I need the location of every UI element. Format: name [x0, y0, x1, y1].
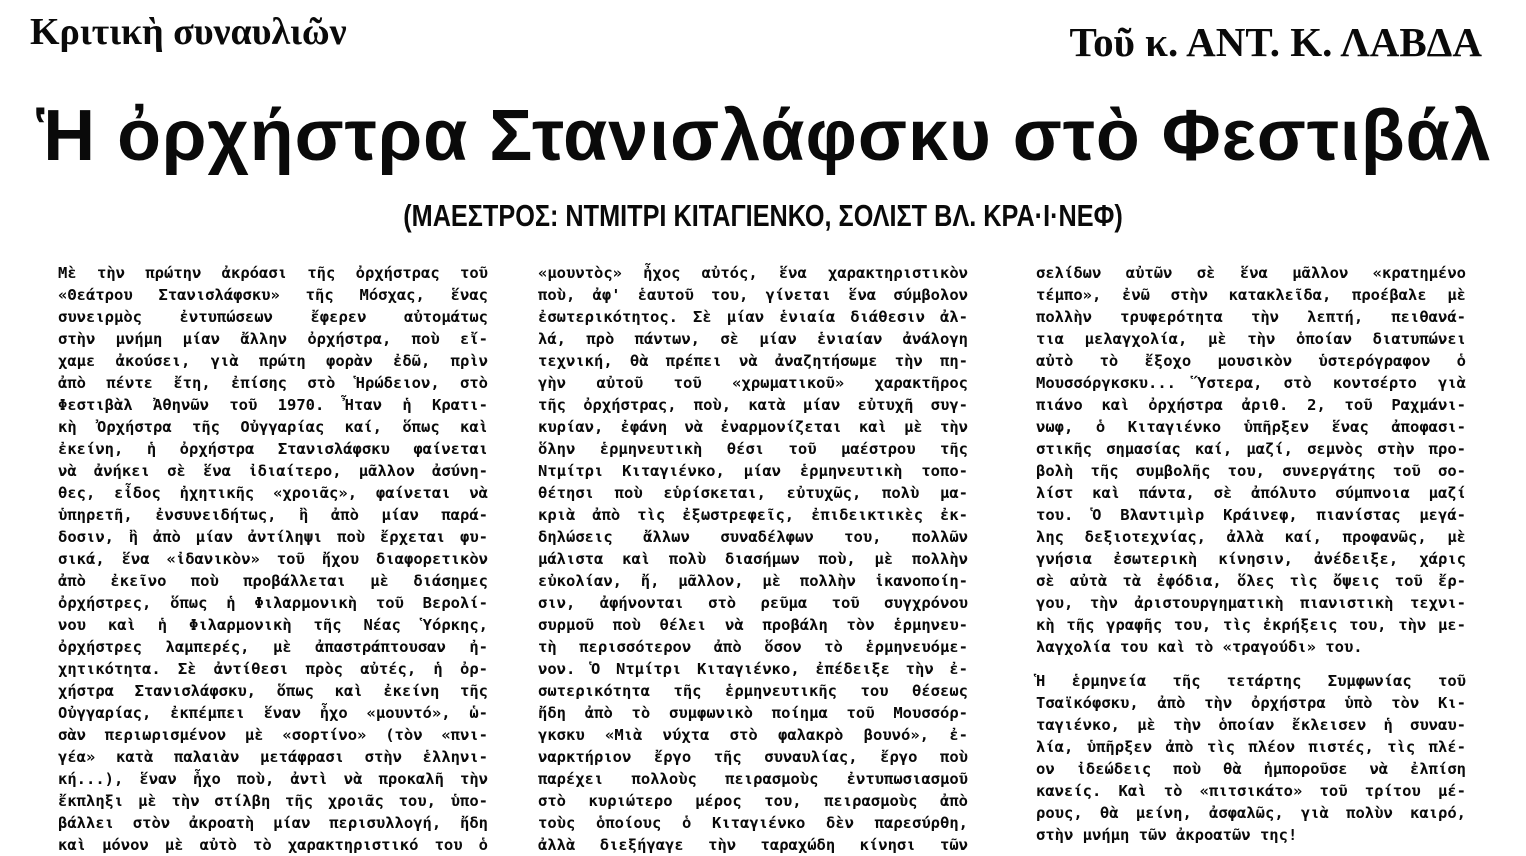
text-line: ἀπὸ πέντε ἔτη, ἐπίσης στὸ Ἡρώδειον, στὸ [58, 374, 488, 392]
text-line: κὴ Ὀρχήστρα τῆς Οὐγγαρίας καί, ὅπως καὶ [58, 418, 488, 436]
text-line: πιάνο καὶ ὀρχήστρα ἀριθ. 2, τοῦ Ραχμάνι- [1036, 396, 1466, 414]
text-line: βάλλει στὸν ἀκροατὴ μίαν περισυλλογή, ἤδη [58, 814, 488, 832]
text-line: λαγχολία του καὶ τὸ «τραγούδι» του. [1036, 638, 1363, 656]
article-subtitle: (ΜΑΕΣΤΡΟΣ: ΝΤΜΙΤΡΙ ΚΙΤΑΓΙΕΝΚΟ, ΣΟΛΙΣΤ ΒΛ. ΚΡΑ·Ι·ΝΕΦ) [403, 198, 1123, 233]
article-column-3 [1036, 262, 1466, 846]
article-column-2 [538, 262, 968, 856]
text-line: συρμοῦ ποὺ θέλει νὰ προβάλη τὸν ἑρμηνευ- [538, 616, 968, 634]
text-line: Μὲ τὴν πρώτην ἀκρόασι τῆς ὀρχήστρας τοῦ [58, 264, 488, 282]
text-line: χαμε ἀκούσει, γιὰ πρώτη φορὰν ἐδῶ, πρὶν [58, 352, 488, 370]
text-line: νωφ, ὁ Κιταγιένκο ὑπῆρξεν ἕνας ἀποφασι- [1036, 418, 1466, 436]
text-line: συνειρμὸς ἐντυπώσεων ἔφερεν αὐτομάτως [58, 308, 488, 326]
text-line: τοὺς ὁποίους ὁ Κιταγιένκο δὲν παρεσύρθη, [538, 814, 968, 832]
text-line: εὐκολίαν, ἤ, μᾶλλον, μὲ πολλὴν ἱκανοποίη- [538, 572, 968, 590]
article-column-1 [58, 262, 488, 856]
text-line: του. Ὁ Βλαντιμὶρ Κράινεφ, πιανίστας μεγά- [1036, 506, 1466, 524]
text-line: στὴν μνήμη τῶν ἀκροατῶν της! [1036, 826, 1298, 844]
text-line: «μουντὸς» ἦχος αὐτός, ἕνα χαρακτηριστικὸν [538, 264, 968, 282]
text-line: ἀλλὰ διεξήγαγε τὴν ταραχώδη κίνησι τῶν [538, 836, 968, 854]
text-line: γέα» κατὰ παλαιὰν μετάφρασι στὴν ἑλληνι- [58, 748, 488, 766]
text-line: γκσκυ «Μιὰ νύχτα στὸ φαλακρὸ βουνό», ἐ- [538, 726, 968, 744]
text-line: κή...), ἕναν ἦχο ποὺ, ἀντὶ νὰ προκαλῆ τὴν [58, 770, 488, 788]
text-line: Ἡ ἑρμηνεία τῆς τετάρτης Συμφωνίας τοῦ [1036, 672, 1466, 690]
text-line: ἔκπληξι μὲ τὴν στίλβη τῆς χροιᾶς του, ὑπο- [58, 792, 488, 810]
paragraph-break [1036, 658, 1466, 670]
text-line: σιν, ἀφήνονται στὸ ρεῦμα τοῦ συγχρόνου [538, 594, 968, 612]
text-line: στικῆς σημασίας καί, μαζί, σεμνὸς στὴν προ- [1036, 440, 1466, 458]
text-line: λίστ καὶ πάντα, σὲ ἀπόλυτο σύμπνοια μαζί [1036, 484, 1466, 502]
text-line: λά, πρὸ πάντων, σὲ μίαν ἑνιαίαν ἀνάλογη [538, 330, 968, 348]
text-line: τὴ περισσότερον ἀπὸ ὅσον τὸ ἑρμηνευόμε- [538, 638, 968, 656]
text-line: νου καὶ ἡ Φιλαρμονικὴ τῆς Νέας Ὑόρκης, [58, 616, 488, 634]
text-line: αὐτὸ τὸ ἔξοχο μουσικὸν ὑστερόγραφον ὁ [1036, 352, 1466, 370]
text-line: τέμπο», ἐνῶ στὴν κατακλεῖδα, προέβαλε μὲ [1036, 286, 1466, 304]
text-line: μάλιστα καὶ πολὺ διασήμων ποὺ, μὲ πολλὴν [538, 550, 968, 568]
text-line: σικά, ἕνα «ἰδανικὸν» τοῦ ἤχου διαφορετικὸν [58, 550, 488, 568]
text-line: καὶ μόνον μὲ αὐτὸ τὸ χαρακτηριστικό του ὁ [58, 836, 488, 854]
text-line: ρους, θὰ μείνη, ἀσφαλῶς, γιὰ πολὺν καιρό, [1036, 804, 1466, 822]
text-line: ναρκτήριον ἔργο τῆς συναυλίας, ἔργο ποὺ [538, 748, 968, 766]
text-line: ον ἰδεώδεις ποὺ θὰ ἠμποροῦσε νὰ ἐλπίση [1036, 760, 1466, 778]
text-line: ἀπὸ ἐκεῖνο ποὺ προβάλλεται μὲ διάσημες [58, 572, 488, 590]
text-line: λης δεξιοτεχνίας, ἀλλὰ καί, προφανῶς, μὲ [1036, 528, 1466, 546]
text-line: λία, ὑπῆρξεν ἀπὸ τὶς πλέον πιστές, τὶς πλέ- [1036, 738, 1466, 756]
text-line: σὲ αὐτὰ τὰ ἐφόδια, ὅλες τὶς ὄψεις τοῦ ἔρ- [1036, 572, 1466, 590]
text-line: ὀρχήστρες, ὅπως ἡ Φιλαρμονικὴ τοῦ Βερολί- [58, 594, 488, 612]
text-line: Τσαϊκόφσκυ, ἀπὸ τὴν ὀρχήστρα ὑπὸ τὸν Κι- [1036, 694, 1466, 712]
text-line: δηλώσεις ἄλλων συναδέλφων του, πολλῶν [538, 528, 968, 546]
text-line: κανείς. Καὶ τὸ «πιτσικάτο» τοῦ τρίτου μέ- [1036, 782, 1466, 800]
text-line: θέτησι ποὺ εὑρίσκεται, εὐτυχῶς, πολὺ μα- [538, 484, 968, 502]
text-line: ἐκείνη, ἡ ὀρχήστρα Στανισλάφσκυ φαίνεται [58, 440, 488, 458]
text-line: ὀρχήστρες λαμπερές, μὲ ἀπαστράπτουσαν ἠ- [58, 638, 488, 656]
text-line: πολλὴν τρυφερότητα τὴν λεπτή, πειθανά- [1036, 308, 1466, 326]
text-line: τῆς ὀρχήστρας, ποὺ, κατὰ μίαν εὐτυχῆ συγ- [538, 396, 968, 414]
text-line: ὅλην ἑρμηνευτικὴ θέσι τοῦ μαέστρου τῆς [538, 440, 968, 458]
text-line: στὸ κυριώτερο μέρος του, πειρασμοὺς ἀπὸ [538, 792, 968, 810]
text-line: τεχνική, θὰ πρέπει νὰ ἀναζητήσωμε τὴν πη- [538, 352, 968, 370]
text-line: θες, εἶδος ἠχητικῆς «χροιᾶς», φαίνεται νὰ [58, 484, 488, 502]
text-line: χητικότητα. Σὲ ἀντίθεσι πρὸς αὐτές, ἡ ὀρ- [58, 660, 488, 678]
text-line: δοσιν, ἢ ἀπὸ μίαν ἀντίληψι ποὺ ἔρχεται φυ- [58, 528, 488, 546]
text-line: νον. Ὁ Ντμίτρι Κιταγιένκο, ἐπέδειξε τὴν ἐ- [538, 660, 968, 678]
article-headline: Ἡ ὀρχήστρα Στανισλάφσκυ στὸ Φεστιβάλ [36, 96, 1492, 176]
text-line: ὑπηρετῆ, ἐνσυνειδήτως, ἢ ἀπὸ μίαν παρά- [58, 506, 488, 524]
text-line: χήστρα Στανισλάφσκυ, ὅπως καὶ ἐκείνη τῆς [58, 682, 488, 700]
text-line: Φεστιβὰλ Ἀθηνῶν τοῦ 1970. Ἦταν ἡ Κρατι- [58, 396, 488, 414]
text-line: ποὺ, ἀφ' ἑαυτοῦ του, γίνεται ἕνα σύμβολον [538, 286, 968, 304]
text-line: σωτερικότητα τῆς ἑρμηνευτικῆς του θέσεως [538, 682, 968, 700]
text-line: Οὐγγαρίας, ἐκπέμπει ἕναν ἦχο «μουντό», ὡ- [58, 704, 488, 722]
text-line: σὰν περιωρισμένον μὲ «σορτίνο» (τὸν «πνι- [58, 726, 488, 744]
text-line: κυρίαν, ἐφάνη νὰ ἐναρμονίζεται καὶ μὲ τὴν [538, 418, 968, 436]
byline: Τοῦ κ. ΑΝΤ. Κ. ΛΑΒΔΑ [1069, 19, 1482, 65]
text-line: «Θεάτρου Στανισλάφσκυ» τῆς Μόσχας, ἕνας [58, 286, 488, 304]
text-line: παρέχει πολλοὺς πειρασμοὺς ἐντυπωσιασμοῦ [538, 770, 968, 788]
text-line: γου, τὴν ἀριστουργηματικὴ πιανιστικὴ τεχνι- [1036, 594, 1466, 612]
text-line: σελίδων αὐτῶν σὲ ἕνα μᾶλλον «κρατημένο [1036, 264, 1466, 282]
text-line: Μουσσόργκσκυ... Ὕστερα, στὸ κοντσέρτο γιὰ [1036, 374, 1466, 392]
text-line: στὴν μνήμη μίαν ἄλλην ὀρχήστρα, ποὺ εἴ- [58, 330, 488, 348]
text-line: ἤδη ἀπὸ τὸ συμφωνικὸ ποίημα τοῦ Μουσσόρ- [538, 704, 968, 722]
text-line: νὰ ἀνήκει σὲ ἕνα ἰδιαίτερο, μᾶλλον ἀσύνη- [58, 462, 488, 480]
section-label: Κριτικὴ συναυλιῶν [30, 11, 347, 53]
text-line: γὴν αὐτοῦ τοῦ «χρωματικοῦ» χαρακτῆρος [538, 374, 968, 392]
text-line: κὴ τῆς γραφῆς του, τὶς ἐκρήξεις του, τὴν με- [1036, 616, 1466, 634]
text-line: τια μελαγχολία, μὲ τὴν ὁποίαν διατυπώνει [1036, 330, 1466, 348]
text-line: ταγιένκο, μὲ τὴν ὁποίαν ἔκλεισεν ἡ συναυ- [1036, 716, 1466, 734]
text-line: ἐσωτερικότητος. Σὲ μίαν ἑνιαία διάθεσιν ἀλ- [538, 308, 968, 326]
text-line: βολὴ τῆς συμβολῆς του, συνεργάτης τοῦ σο- [1036, 462, 1466, 480]
text-line: γνήσια ἐσωτερικὴ κίνησιν, ἀνέδειξε, χάρις [1036, 550, 1466, 568]
text-line: Ντμίτρι Κιταγιένκο, μίαν ἑρμηνευτικὴ τοπο- [538, 462, 968, 480]
text-line: κριὰ ἀπὸ τὶς ἐξωστρεφεῖς, ἐπιδεικτικὲς ἐκ- [538, 506, 968, 524]
